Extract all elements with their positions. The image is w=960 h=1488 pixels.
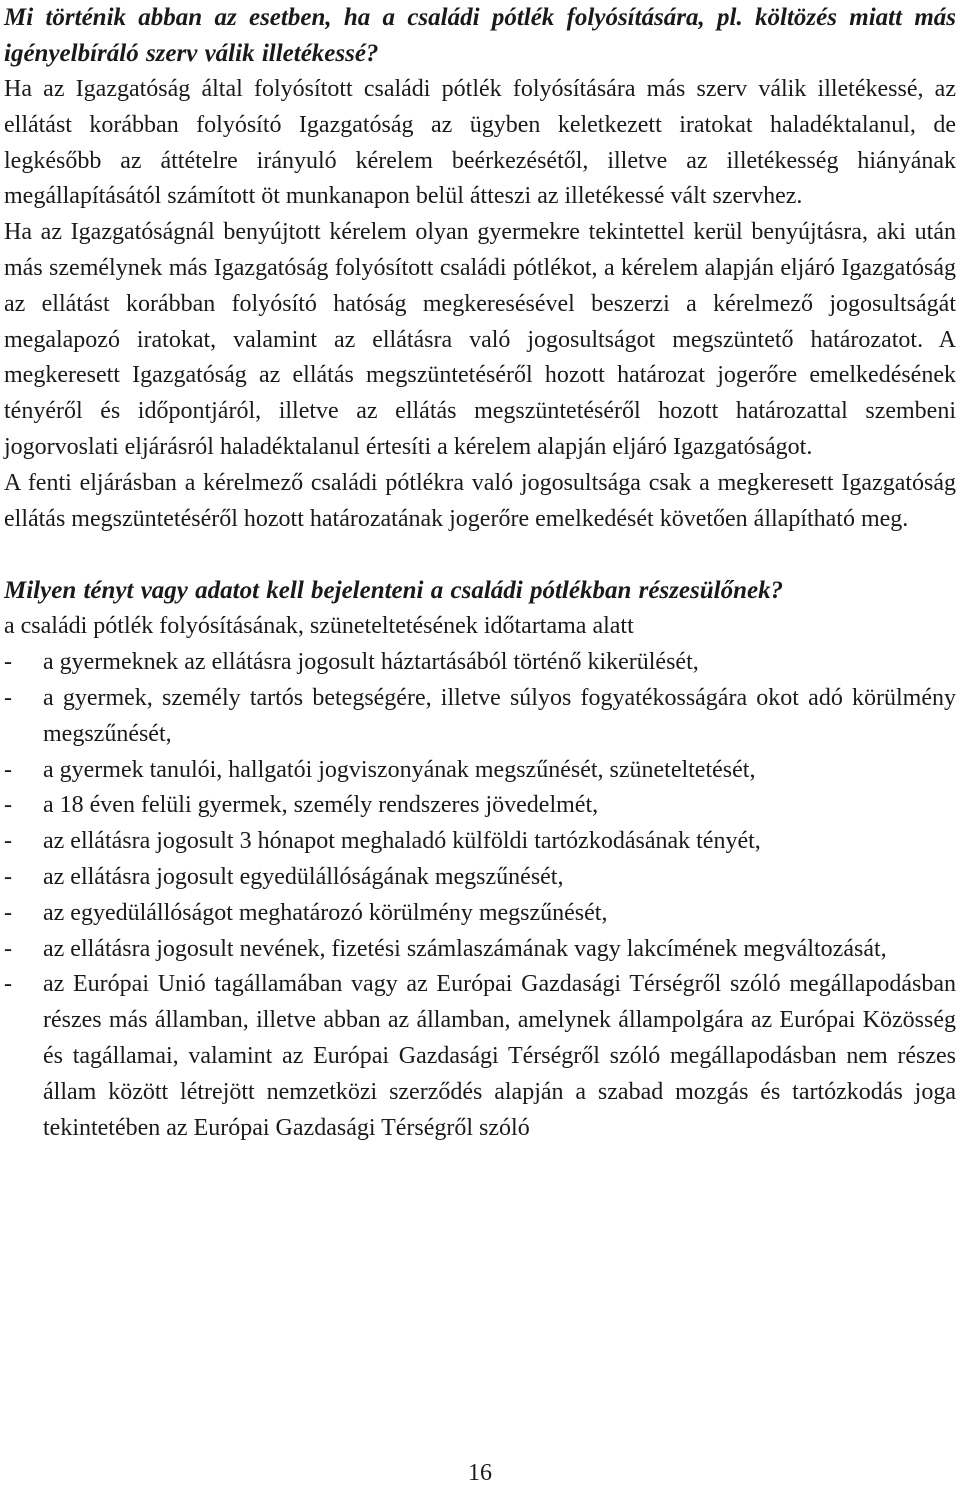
list-item-text: az ellátásra jogosult 3 hónapot meghaladó külföldi tartózkodásának tényét, [43, 828, 761, 855]
document-page [4, 0, 956, 1146]
list-item [4, 860, 956, 896]
paragraph-2: Ha az Igazgatóságnál benyújtott kérelem olyan gyermekre tekintettel kerül benyújtásra, aki után más személynek más Igazgatóság folyósított családi pótlékot, a kérelem alapján eljáró Igazgatóság az ellátást korábban folyósító hatóság megkeresésével beszerzi a kérelmező jogosultságát megalapozó iratokat, valamint az ellátásra való jogosultságot megszüntető határozatot. A megkeresett Igazgatóság az ellátás megszüntetéséről hozott határozat jogerőre emelkedésének tényéről és időpontjáról, illetve az ellátás megszüntetéséről hozott határozattal szembeni jogorvoslati eljárásról haladéktalanul értesíti a kérelem alapján eljáró Igazgatóságot. [4, 219, 956, 460]
list-item [4, 788, 956, 824]
dash-bullet: - [4, 756, 12, 783]
list-item [4, 645, 956, 681]
list-item-text: a gyermek, személy tartós betegségére, illetve súlyos fogyatékosságára okot adó körülmény megszűnését, [43, 684, 956, 747]
list-intro: a családi pótlék folyósításának, szüneteltetésének időtartama alatt [4, 613, 634, 640]
dash-bullet: - [4, 899, 12, 926]
list-item-text: az egyedülállóságot meghatározó körülmény megszűnését, [43, 899, 608, 926]
dash-bullet: - [4, 971, 12, 998]
dash-bullet: - [4, 684, 12, 711]
list-item [4, 681, 956, 753]
dash-bullet: - [4, 828, 12, 855]
page-number: 16 [468, 1460, 492, 1486]
paragraph-3: A fenti eljárásban a kérelmező családi pótlékra való jogosultsága csak a megkeresett Igazgatóság ellátás megszüntetéséről hozott határozatának jogerőre emelkedését követően állapítható meg. [4, 469, 956, 532]
list-item [4, 967, 956, 1146]
list-item-text: a 18 éven felüli gyermek, személy rendszeres jövedelmét, [43, 792, 599, 819]
list-item-text: az Európai Unió tagállamában vagy az Európai Gazdasági Térségről szóló megállapodásban részes más államban, illetve abban az államban, amelynek állampolgára az Európai Közösség és tagállamai, valamint az Európai Gazdasági Térségről szóló megállapodásban nem részes állam között létrejött nemzetközi szerződés alapján a szabad mozgás és tartózkodás joga tekintetében az Európai Gazdasági Térségről szóló [43, 971, 956, 1141]
paragraph-1: Ha az Igazgatóság által folyósított családi pótlék folyósítására más szerv válik illetékessé, az ellátást korábban folyósító Igazgatóság az ügyben keletkezett iratokat haladéktalanul, de legkésőbb az áttételre irányuló kérelem beérkezésétől, illetve az illetékesség hiányának megállapításától számított öt munkanapon belül átteszi az illetékessé vált szervhez. [4, 76, 956, 210]
section-heading-1: Mi történik abban az esetben, ha a családi pótlék folyósítására, pl. költözés miatt más igényelbíráló szerv válik illetékessé? [4, 4, 956, 67]
list-item-text: az ellátásra jogosult egyedülállóságának megszűnését, [43, 863, 564, 890]
list-item [4, 753, 956, 789]
list-item [4, 824, 956, 860]
section-heading-2: Milyen tényt vagy adatot kell bejelenteni a családi pótlékban részesülőnek? [4, 577, 784, 605]
section-gap [4, 537, 956, 573]
obligation-list [4, 645, 956, 1146]
dash-bullet: - [4, 649, 12, 676]
list-item [4, 932, 956, 968]
list-item-text: a gyermeknek az ellátásra jogosult háztartásából történő kikerülését, [43, 649, 699, 676]
dash-bullet: - [4, 935, 12, 962]
list-item [4, 896, 956, 932]
dash-bullet: - [4, 863, 12, 890]
list-item-text: a gyermek tanulói, hallgatói jogviszonyának megszűnését, szüneteltetését, [43, 756, 756, 783]
dash-bullet: - [4, 792, 12, 819]
list-item-text: az ellátásra jogosult nevének, fizetési számlaszámának vagy lakcímének megváltozását, [43, 935, 887, 962]
